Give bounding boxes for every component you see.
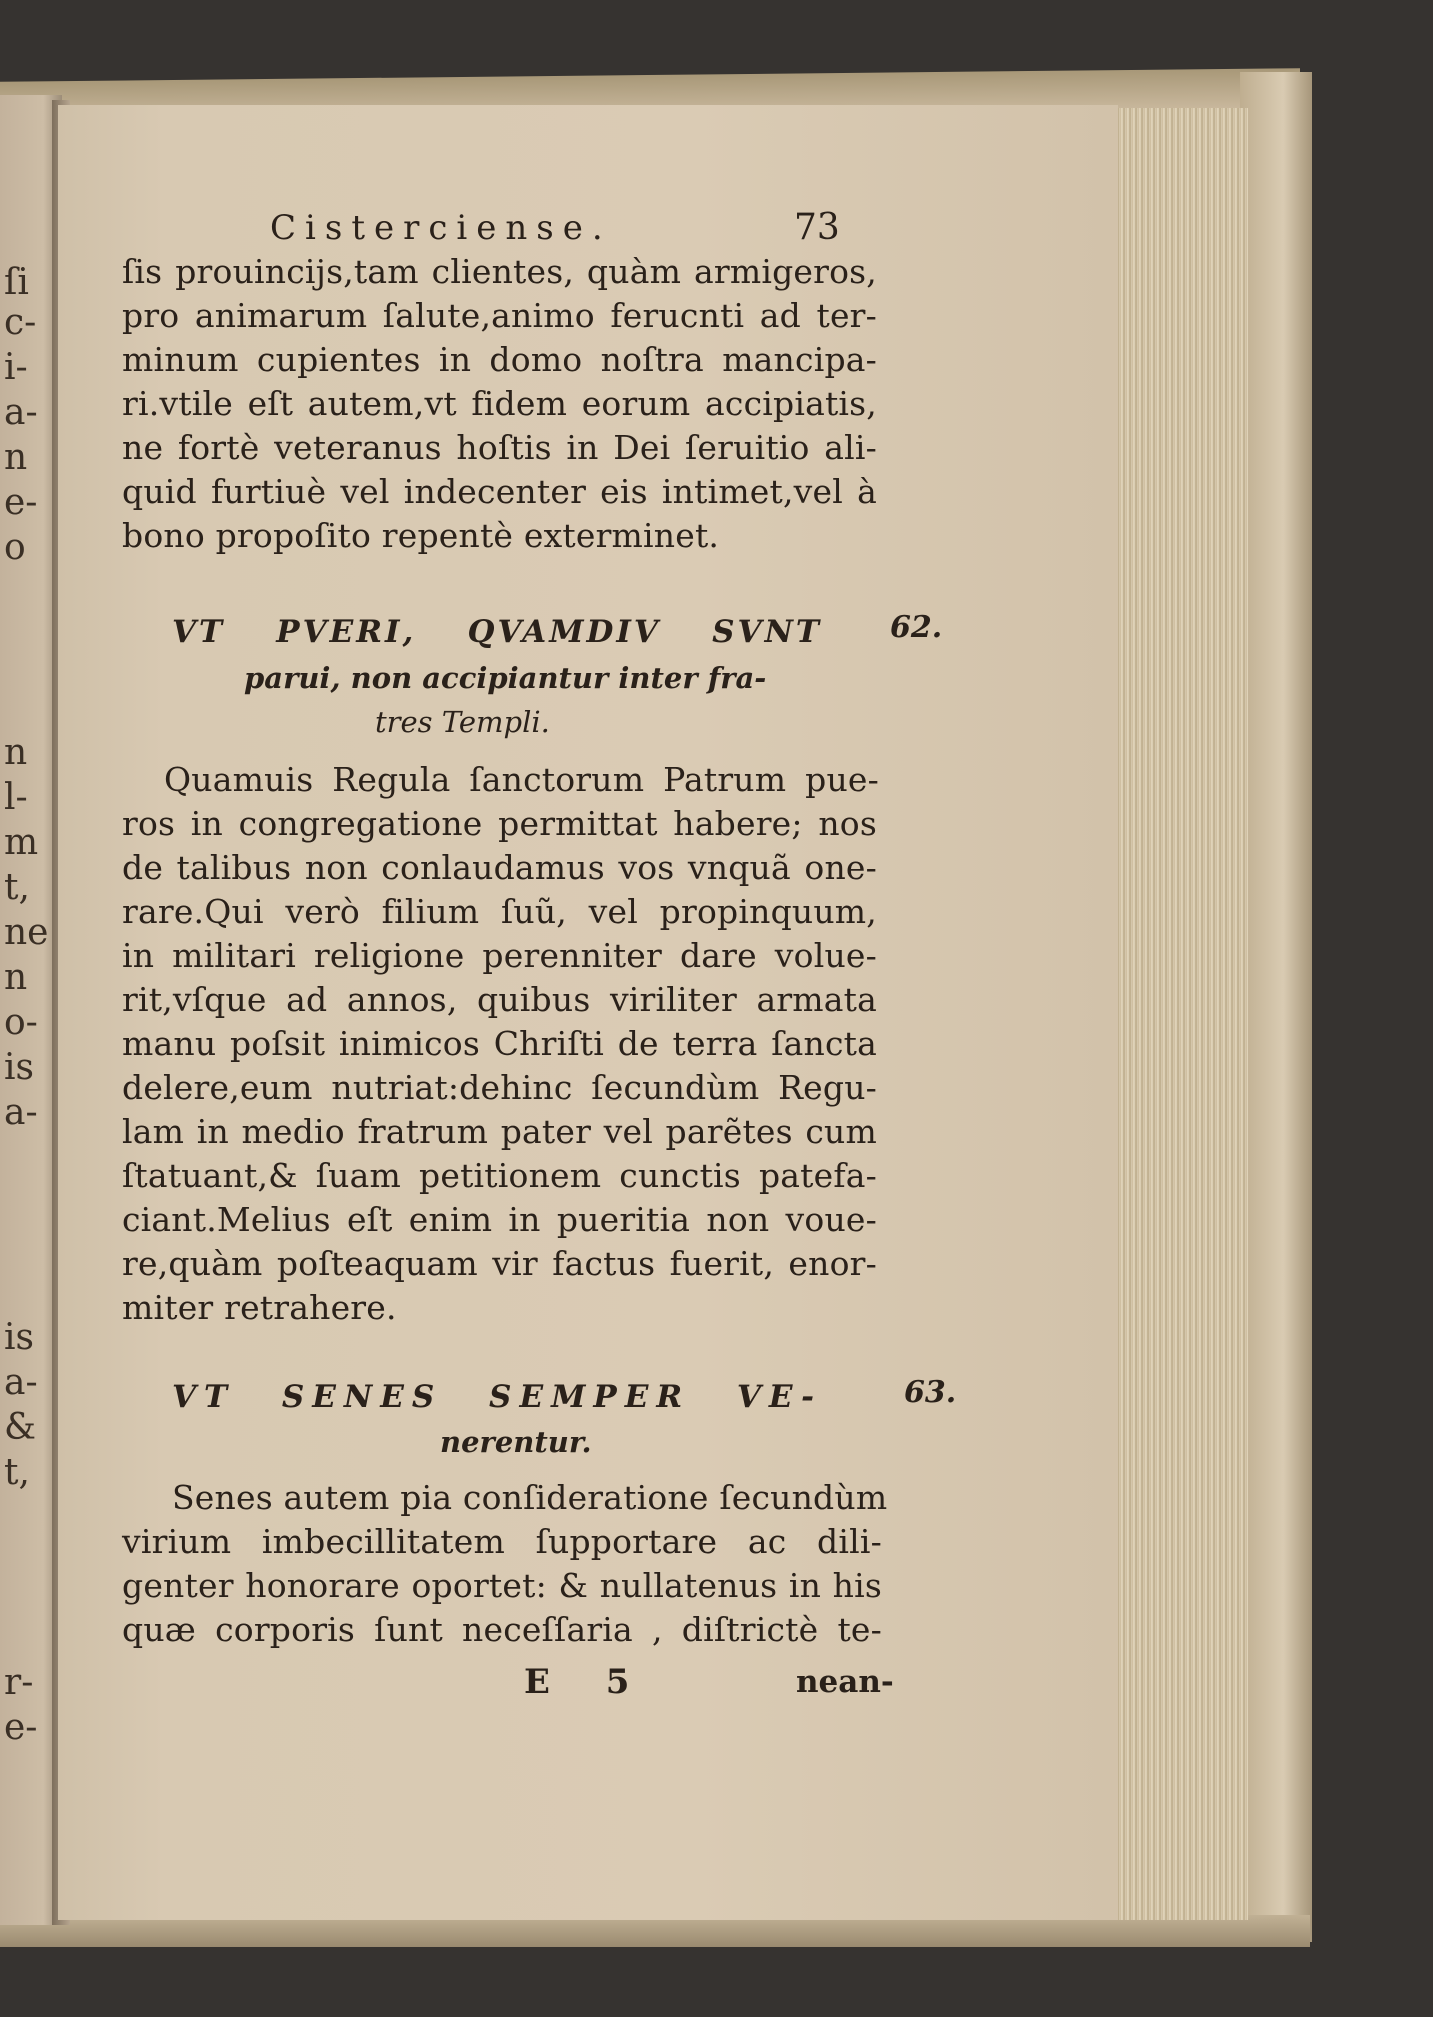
left-page-text-fragment: ſi: [4, 262, 29, 303]
text-line: pro animarum ſalute,animo ferucnti ad ter-: [122, 296, 877, 335]
text-line: ſis prouincijs,tam clientes, quàm armigeros,: [122, 252, 877, 291]
text-line: miter retrahere.: [122, 1288, 397, 1327]
section-heading-line: tres Templi.: [375, 705, 550, 739]
text-line: de talibus non conlaudamus vos vnquã one-: [122, 848, 877, 887]
left-page-text-fragment: a-: [4, 1092, 38, 1133]
text-line: re,quàm poſteaquam vir factus fuerit, enor-: [122, 1244, 877, 1283]
text-line: in militari religione perenniter dare volue-: [122, 936, 877, 975]
left-page-text-fragment: i-: [4, 347, 28, 388]
text-line: quæ corporis ſunt neceſſaria , diſtrictè te-: [122, 1610, 882, 1649]
text-line: bono propoſito repentè exterminet.: [122, 516, 720, 555]
left-page-text-fragment: t,: [4, 1452, 30, 1493]
left-page-text-fragment: e-: [4, 482, 38, 523]
text-line: ciant.Melius eſt enim in pueritia non voue-: [122, 1200, 877, 1239]
left-page-text-fragment: &: [4, 1407, 37, 1448]
text-line: virium imbecillitatem ſupportare ac dili-: [122, 1522, 882, 1561]
text-line: quid furtiuè vel indecenter eis intimet,vel à: [122, 472, 877, 511]
left-page-text-fragment: ne: [4, 912, 49, 953]
text-line: delere,eum nutriat:dehinc ſecundùm Regu-: [122, 1068, 877, 1107]
left-page-text-fragment: n: [4, 437, 28, 478]
text-line: ros in congregatione permittat habere; nos: [122, 804, 877, 843]
text-line: rare.Qui verò filium ſuũ, vel propinquum,: [122, 892, 877, 931]
text-line: ri.vtile eſt autem,vt fidem eorum accipiatis,: [122, 384, 877, 423]
left-page-text-fragment: o-: [4, 1002, 38, 1043]
left-page-text-fragment: o: [4, 527, 26, 568]
text-line: Quamuis Regula ſanctorum Patrum pue-: [164, 760, 879, 799]
text-line: genter honorare oportet: & nullatenus in his: [122, 1566, 882, 1605]
section-heading-line: VT PVERI, QVAMDIV SVNT: [172, 614, 822, 650]
section-number: 63.: [904, 1375, 957, 1410]
text-line: ſtatuant,& ſuam petitionem cunctis patefa-: [122, 1156, 877, 1195]
text-line: minum cupientes in domo noſtra mancipa-: [122, 340, 877, 379]
left-page-text-fragment: a-: [4, 1362, 38, 1403]
left-page-text-fragment: n: [4, 732, 28, 773]
text-line: rit,vſque ad annos, quibus viriliter armata: [122, 980, 877, 1019]
left-page-text-fragment: e-: [4, 1707, 38, 1748]
section-heading-line: parui, non accipiantur inter fra-: [244, 661, 767, 695]
left-page-text-fragment: l-: [4, 777, 28, 818]
section-number: 62.: [890, 610, 943, 645]
left-page-text-fragment: is: [4, 1047, 34, 1088]
left-page-text-fragment: m: [4, 822, 39, 863]
left-page-text-fragment: r-: [4, 1662, 34, 1703]
text-line: Senes autem pia conſideratione ſecundùm: [172, 1478, 888, 1517]
book-cover-right-edge: [1240, 72, 1312, 1942]
signature-mark: E 5: [524, 1662, 652, 1702]
page-number: 73: [794, 207, 840, 248]
running-head-title: Cisterciense.: [270, 208, 612, 248]
section-heading-line: nerentur.: [440, 1425, 592, 1459]
text-line: manu poſsit inimicos Chriſti de terra ſancta: [122, 1024, 877, 1063]
text-line: lam in medio fratrum pater vel parẽtes cum: [122, 1112, 877, 1151]
catchword: nean-: [796, 1664, 894, 1700]
left-page-text-fragment: a-: [4, 392, 38, 433]
left-page-text-fragment: c-: [4, 302, 37, 343]
left-page-text-fragment: t,: [4, 867, 30, 908]
left-page-text-fragment: is: [4, 1317, 34, 1358]
text-line: ne fortè veteranus hoſtis in Dei ſeruitio ali-: [122, 428, 877, 467]
left-page-text-fragment: n: [4, 957, 28, 998]
section-heading-line: VT SENES SEMPER VE-: [172, 1379, 822, 1415]
book-page-edges: [1108, 108, 1248, 1920]
